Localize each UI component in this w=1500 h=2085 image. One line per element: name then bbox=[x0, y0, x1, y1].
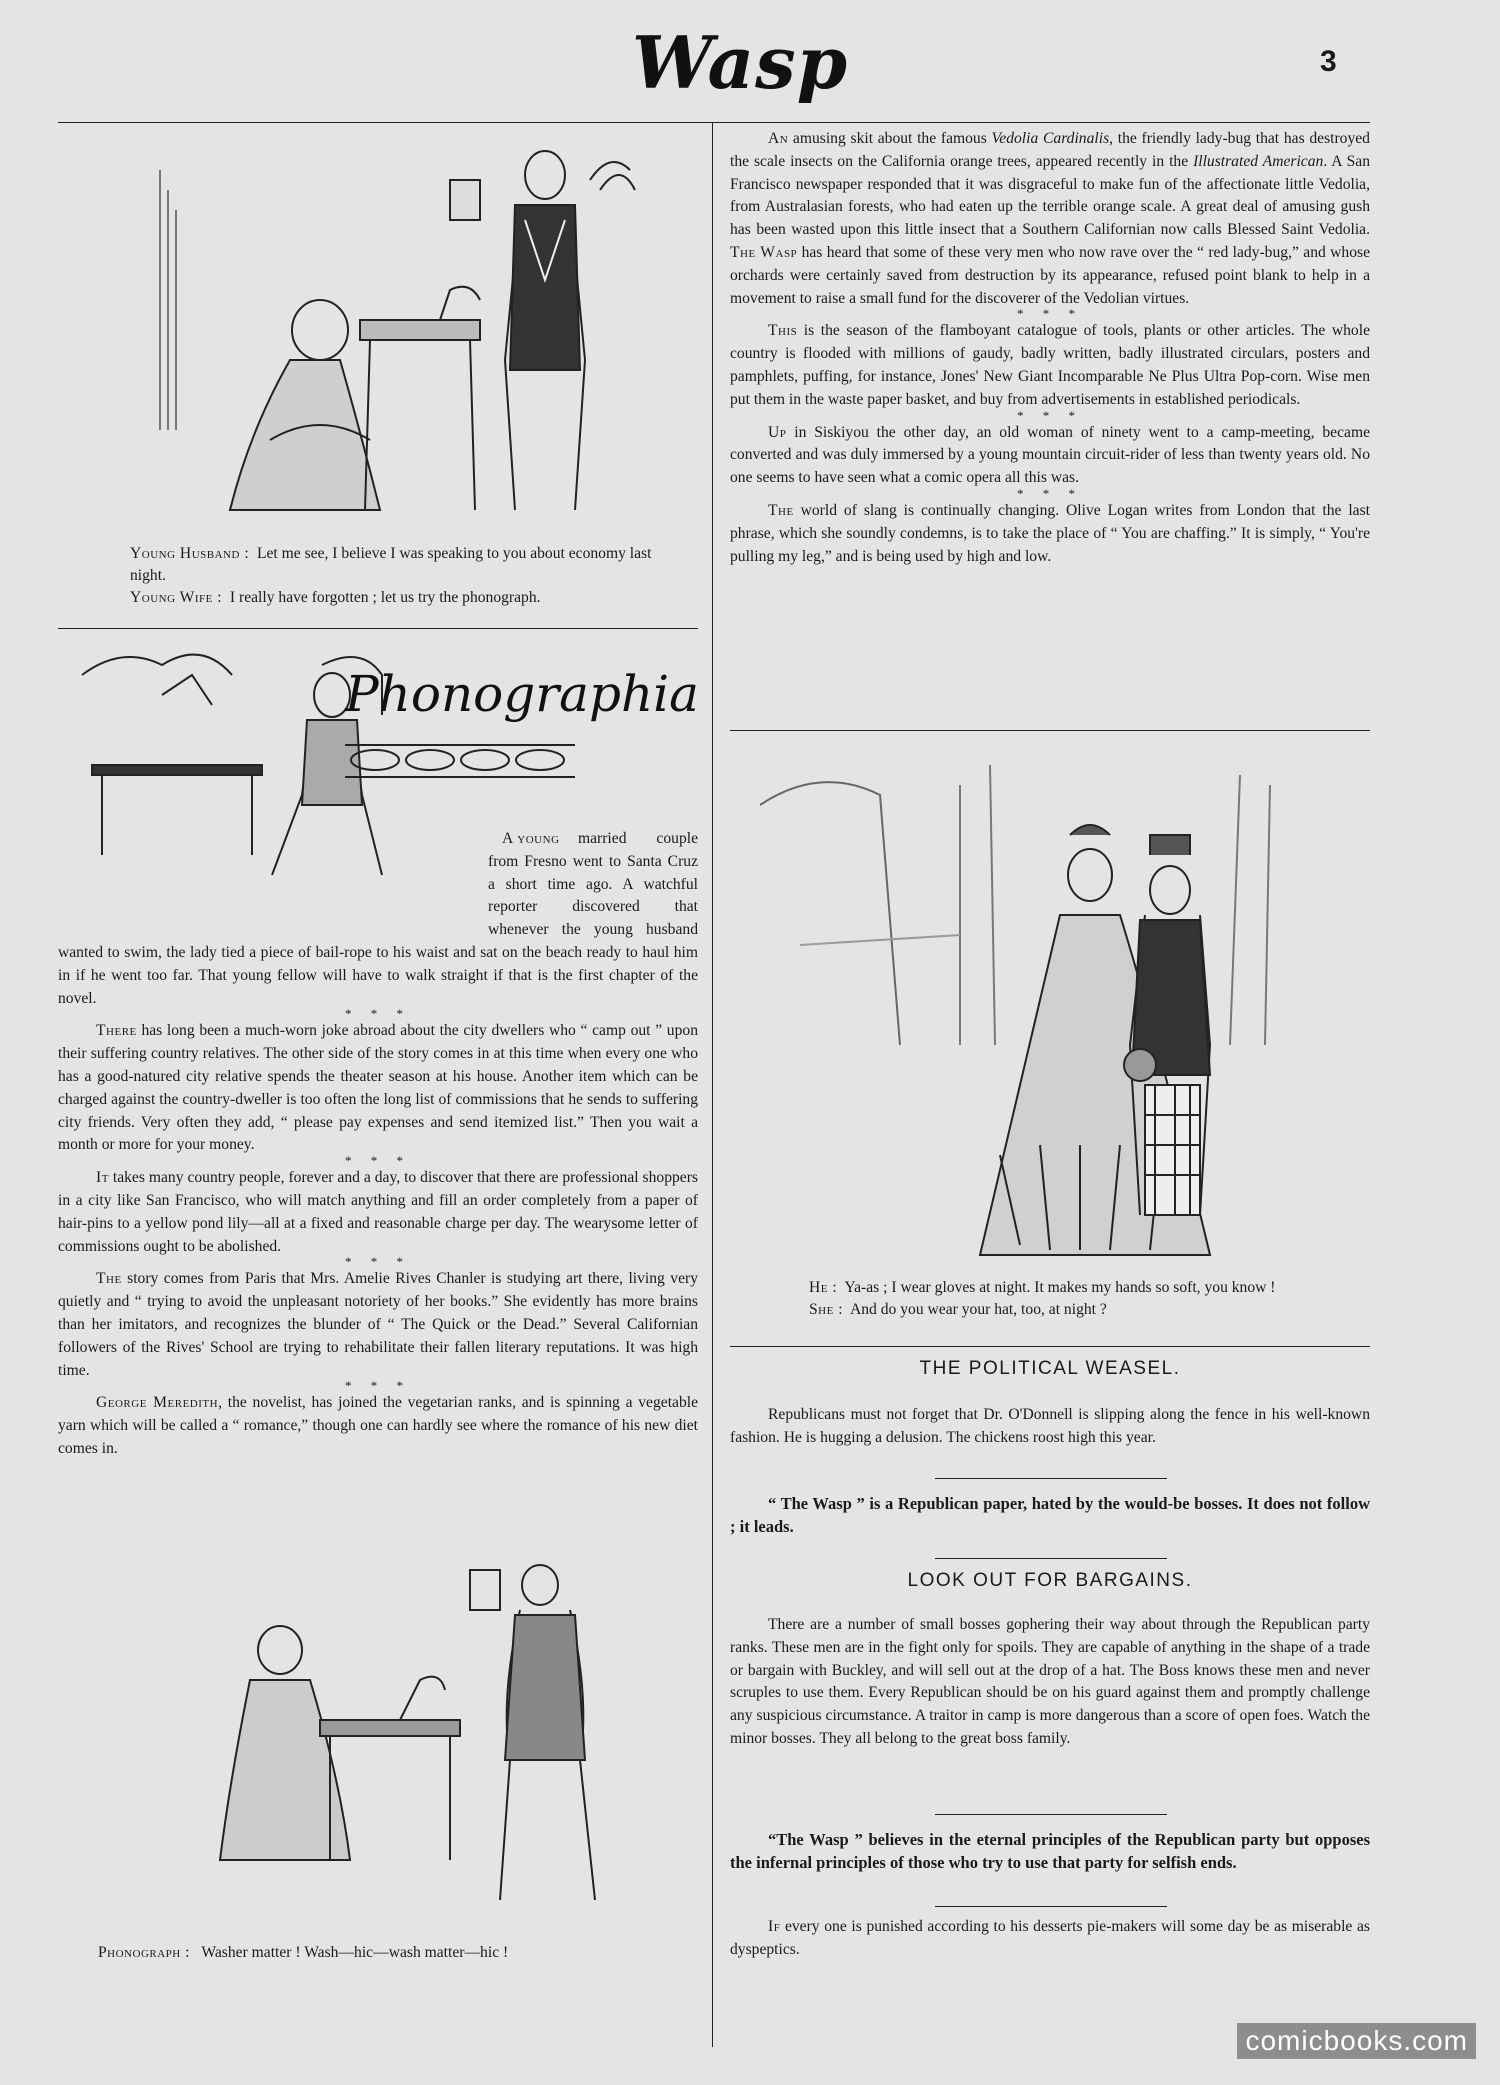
section-stars: * * * bbox=[345, 1153, 411, 1169]
left-column-text bbox=[58, 828, 698, 1461]
paragraph-siskiyou: in Siskiyou the other day, an old woman of ninety went to a camp-meeting, became converted and was duly immersed by a young mountain circuit-rider of less than twenty years old. No one seems to have seen what a comic opera all this was. bbox=[730, 423, 1370, 487]
bargains-heading: LOOK OUT FOR BARGAINS. bbox=[907, 1570, 1193, 1591]
masthead-title: Wasp bbox=[631, 20, 849, 105]
ladybug-species: Vedolia Cardinalis bbox=[991, 130, 1110, 147]
bargains-body: There are a number of small bosses gophering their way about through the Republican party ranks. These men are in the fight only for spoils. They are capable of anything in the shape of a trade or bargain with Buckley, and will sell out at the drop of a hat. The Boss knows these men and never scruples to use them. Every Republican should be on his guard against them and promptly challenge any suspicious circumstance. A traitor in camp is more dangerous than a score of open foes. Watch the minor bosses. They all belong to the great boss family. bbox=[730, 1616, 1370, 1747]
intro-paragraph: married couple from Fresno went to Santa Cruz a short time ago. A watchful reporter discovered that whenever the young husband wanted to swim, the lady tied a piece of bail-rope to his waist and sat on the beach ready to haul him in if he went too far. That young fellow will have to walk straight if that is the first chapter of the novel. bbox=[58, 830, 698, 1007]
section-rule bbox=[730, 730, 1370, 731]
right-illustration-caption bbox=[770, 1277, 1370, 1321]
wasp-name: The Wasp bbox=[730, 243, 798, 261]
paragraph-shoppers: takes many country people, forever and a day, to discover that there are professional shoppers in a city like San Francisco, who will match anything and fill an order completely from a paper of hair-pins to a yellow pond lily—all at a fixed and reasonable charge per day. The wearysome letter of commissions ought to be abolished. bbox=[58, 1169, 698, 1255]
paragraph-lead: It bbox=[96, 1169, 109, 1187]
section-stars: * * * bbox=[1017, 485, 1083, 501]
gloves-couple-illustration bbox=[760, 745, 1320, 1275]
pie-makers-wrap bbox=[730, 1916, 1370, 1962]
couple-phonograph-illustration bbox=[120, 130, 680, 540]
top-illustration-caption bbox=[130, 543, 670, 609]
caption-text: Washer matter ! Wash—hic—wash matter—hic ! bbox=[201, 1944, 509, 1961]
section-stars: * * * bbox=[345, 1378, 411, 1394]
caption-text: Ya-as ; I wear gloves at night. It makes my hands so soft, you know ! bbox=[844, 1279, 1276, 1296]
paragraph-catalogue: is the season of the flamboyant catalogue of tools, plants or other articles. The whole country is flooded with millions of gaudy, badly written, badly illustrated circulars, posters and pamphlets, puffing, for instance, Jones' New Giant Incomparable Ne Plus Ultra Pop-corn. Wise men put them in the waste paper basket, and buy from advertisements in established periodicals. bbox=[730, 322, 1370, 408]
phonographia-title: Phonographia bbox=[345, 665, 699, 723]
paragraph-lead: If bbox=[768, 1918, 781, 1935]
short-rule bbox=[935, 1814, 1167, 1815]
section-rule bbox=[730, 1346, 1370, 1347]
paragraph-slang: world of slang is continually changing. Olive Logan writes from London that the last phrase, which she soundly condemns, is to take the place of “ You are chaffing.” It is simply, “ You're pulling my leg,” and is being used by high and low. bbox=[730, 501, 1370, 565]
paragraph-lead: An bbox=[768, 130, 789, 147]
paragraph-meredith: , the novelist, has joined the vegetarian ranks, and is spinning a vegetable yarn which will be called a “ romance,” though one can hardly see where the romance of his new diet comes in. bbox=[58, 1394, 699, 1457]
right-column-text bbox=[730, 128, 1370, 568]
wasp-principles-statement: “The Wasp ” believes in the eternal principles of the Republican party but opposes the infernal principles of those who try to use that party for selfish ends. bbox=[730, 1830, 1370, 1872]
bargains-body-wrap bbox=[730, 1614, 1370, 1751]
paragraph-lead: Up bbox=[768, 423, 787, 441]
bottom-illustration-caption bbox=[98, 1942, 698, 1964]
political-weasel-body-wrap bbox=[730, 1404, 1370, 1450]
page-number: 3 bbox=[1320, 45, 1337, 78]
caption-speaker: He : bbox=[808, 1279, 838, 1296]
masthead-rule bbox=[58, 122, 1370, 123]
drunk-phonograph-illustration bbox=[200, 1560, 640, 1940]
pie-makers-paragraph: every one is punished according to his desserts pie-makers will some day be as miserable as dyspeptics. bbox=[730, 1918, 1370, 1958]
section-stars: * * * bbox=[1017, 407, 1083, 423]
caption-speaker: She : bbox=[808, 1301, 844, 1318]
paragraph-lead: The bbox=[96, 1270, 122, 1288]
caption-text: And do you wear your hat, too, at night ? bbox=[850, 1301, 1107, 1318]
site-watermark: comicbooks.com bbox=[1237, 2023, 1476, 2059]
paragraph-city-dwellers: has long been a much-worn joke abroad about the city dwellers who “ camp out ” upon their suffering country relatives. The other side of the story comes in at this time when every one who has a good-natured city relative spends the theater season at his house. Another item which can be charged against the country-dweller is too often the long list of commissions that he sends to suffering city friends. Very often they add, “ please pay expenses and send itemized list.” Then you wait a month or more for your money. bbox=[58, 1022, 698, 1154]
magazine-name: Illustrated American bbox=[1193, 152, 1324, 170]
paragraph-lead: The bbox=[768, 501, 794, 519]
short-rule bbox=[935, 1478, 1167, 1479]
short-rule bbox=[935, 1906, 1167, 1907]
caption-speaker: Young Wife : bbox=[130, 589, 223, 606]
political-weasel-body: Republicans must not forget that Dr. O'Donnell is slipping along the fence in his well-known fashion. He is hugging a delusion. The chickens roost high this year. bbox=[730, 1406, 1370, 1446]
paragraph-lead: This bbox=[768, 322, 798, 340]
section-rule bbox=[58, 628, 698, 629]
caption-speaker: Phonograph : bbox=[98, 1944, 190, 1961]
section-stars: * * * bbox=[345, 1254, 411, 1270]
caption-text: I really have forgotten ; let us try the phonograph. bbox=[229, 589, 541, 606]
column-divider bbox=[712, 122, 713, 2047]
short-rule bbox=[935, 1558, 1167, 1559]
intro-lead: A young bbox=[502, 830, 560, 847]
paragraph-lead: There bbox=[96, 1022, 137, 1040]
caption-text: Let me see, I believe I was speaking to you about economy last night. bbox=[130, 545, 652, 584]
political-weasel-heading: THE POLITICAL WEASEL. bbox=[919, 1358, 1181, 1379]
wasp-republican-statement: “ The Wasp ” is a Republican paper, hated by the would-be bosses. It does not follow ; it leads. bbox=[730, 1494, 1370, 1536]
ladybug-text-b: , the friendly lady-bug that has destroyed the scale insects on the California orange trees, appeared recently in the bbox=[730, 130, 1370, 170]
section-stars: * * * bbox=[345, 1006, 411, 1022]
ladybug-text-a: amusing skit about the famous bbox=[788, 130, 992, 147]
ladybug-text-d: has heard that some of these very men who now rave over the “ red lady-bug,” and whose orchards were certainly saved from destruction by its appearance, refused point blank to help in a movement to raise a small fund for the discoverer of the Vedolian virtues. bbox=[730, 243, 1371, 307]
ladybug-text-c: . A San Francisco newspaper responded that it was disgraceful to make fun of the affectionate little Vedolia, from Australasian forests, who had eaten up the terrible orange scale. A great deal of amusing gush has been wasted upon this little insect that a Southern Californian now calls Blessed Saint Vedolia. bbox=[730, 152, 1370, 239]
section-stars: * * * bbox=[1017, 306, 1083, 322]
caption-speaker: Young Husband : bbox=[130, 545, 250, 562]
decorative-chain bbox=[345, 735, 575, 785]
paragraph-rives: story comes from Paris that Mrs. Amelie Rives Chanler is studying art there, living very quietly and “ trying to avoid the unpleasant notoriety of her books.” She evidently has more brains than her imitators, and recognizes the blunder of “ The Quick or the Dead.” Several Californian followers of the Rives' School are trying to rehabilitate their fallen literary reputations. It was high time. bbox=[58, 1270, 698, 1379]
paragraph-lead: George Meredith bbox=[96, 1394, 219, 1412]
